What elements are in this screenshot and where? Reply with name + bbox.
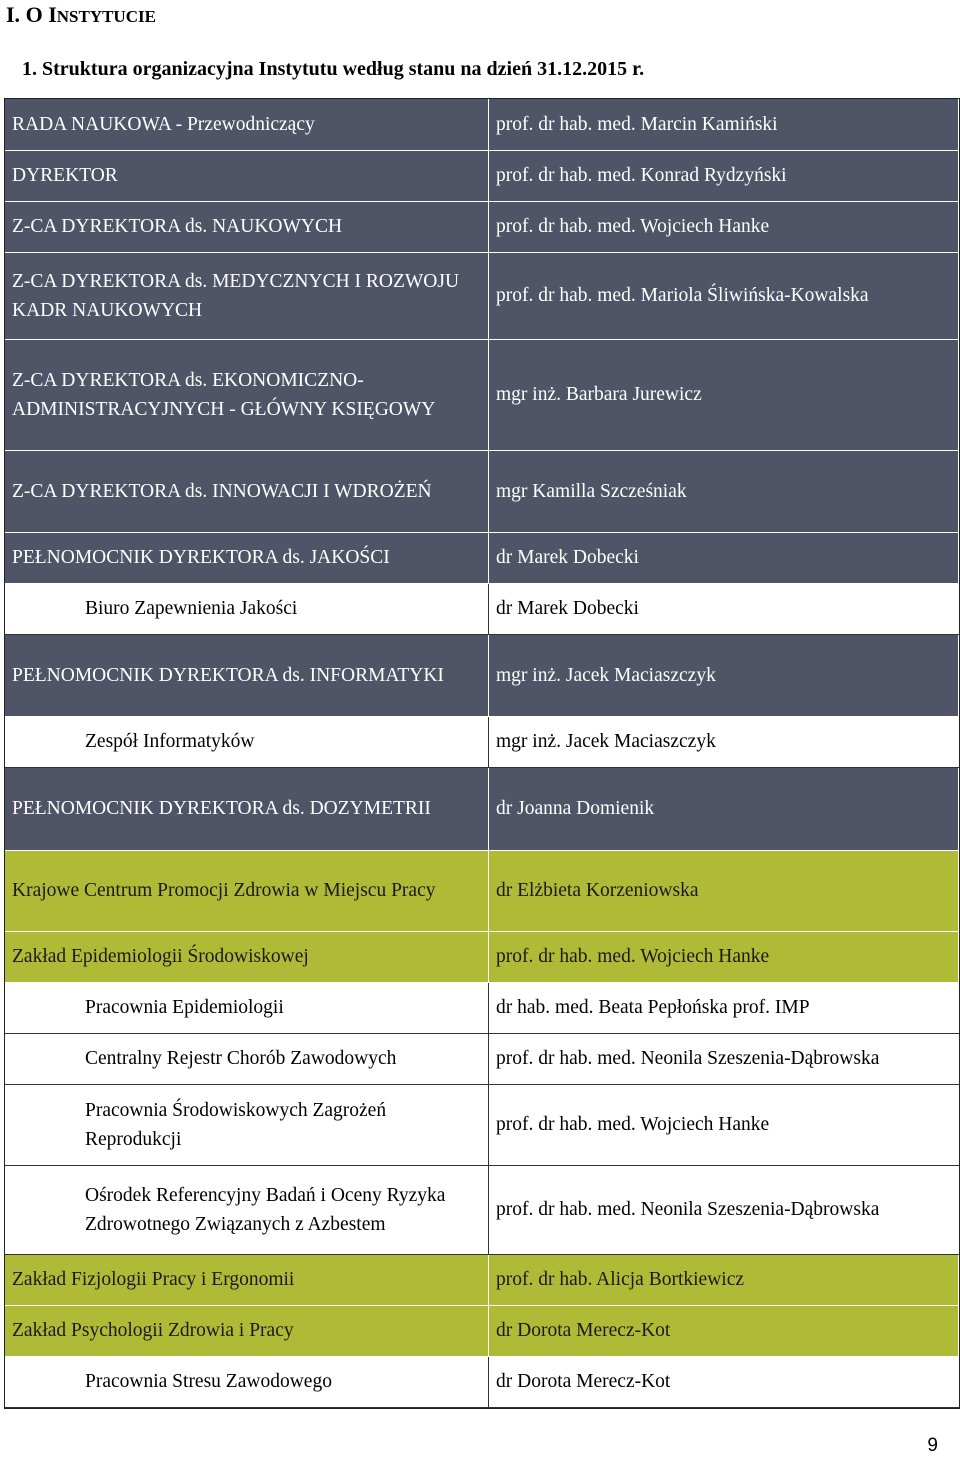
head-name-cell: mgr inż. Jacek Maciaszczyk	[489, 717, 959, 768]
table-row	[5, 1085, 959, 1166]
head-name-cell: mgr Kamilla Szcześniak	[489, 451, 959, 533]
table-row	[5, 717, 959, 768]
unit-name-cell: Z-CA DYREKTORA ds. INNOWACJI I WDROŻEŃ	[5, 451, 489, 533]
unit-name-cell: Pracownia Środowiskowych Zagrożeń Reprodukcji	[5, 1085, 489, 1166]
unit-name-cell: PEŁNOMOCNIK DYREKTORA ds. DOZYMETRII	[5, 768, 489, 851]
table-row	[5, 851, 959, 932]
table-row	[5, 1255, 959, 1306]
unit-name-cell: RADA NAUKOWA - Przewodniczący	[5, 99, 489, 151]
head-name-cell: dr Marek Dobecki	[489, 533, 959, 584]
head-name-cell: prof. dr hab. med. Wojciech Hanke	[489, 1085, 959, 1166]
table-row	[5, 202, 959, 253]
head-name-cell: prof. dr hab. med. Wojciech Hanke	[489, 202, 959, 253]
unit-name-cell: Zakład Fizjologii Pracy i Ergonomii	[5, 1255, 489, 1306]
unit-name-cell: Ośrodek Referencyjny Badań i Oceny Ryzyka Zdrowotnego Związanych z Azbestem	[5, 1166, 489, 1255]
unit-name-cell: Pracownia Epidemiologii	[5, 983, 489, 1034]
table-row	[5, 584, 959, 635]
table-row	[5, 451, 959, 533]
unit-name-cell: Biuro Zapewnienia Jakości	[5, 584, 489, 635]
head-name-cell: dr Dorota Merecz-Kot	[489, 1306, 959, 1357]
unit-name-cell: Zakład Epidemiologii Środowiskowej	[5, 932, 489, 983]
head-name-cell: prof. dr hab. med. Marcin Kamiński	[489, 99, 959, 151]
table-row	[5, 253, 959, 340]
subsection-heading: 1. Struktura organizacyjna Instytutu według stanu na dzień 31.12.2015 r.	[22, 58, 645, 80]
table-row	[5, 1034, 959, 1085]
head-name-cell: prof. dr hab. med. Neonila Szeszenia-Dąbrowska	[489, 1034, 959, 1085]
table-row	[5, 151, 959, 202]
org-structure-table	[4, 98, 960, 1409]
table-row	[5, 768, 959, 851]
head-name-cell: mgr inż. Barbara Jurewicz	[489, 340, 959, 451]
section-heading: I. O INSTYTUCIE	[6, 2, 156, 27]
unit-name-cell: PEŁNOMOCNIK DYREKTORA ds. INFORMATYKI	[5, 635, 489, 717]
table-row	[5, 635, 959, 717]
unit-name-cell: Pracownia Stresu Zawodowego	[5, 1357, 489, 1408]
table-row	[5, 99, 959, 151]
head-name-cell: dr Marek Dobecki	[489, 584, 959, 635]
table-row	[5, 1166, 959, 1255]
table-row	[5, 340, 959, 451]
head-name-cell: prof. dr hab. med. Konrad Rydzyński	[489, 151, 959, 202]
unit-name-cell: Z-CA DYREKTORA ds. MEDYCZNYCH I ROZWOJU KADR NAUKOWYCH	[5, 253, 489, 340]
head-name-cell: dr Dorota Merecz-Kot	[489, 1357, 959, 1408]
head-name-cell: dr Joanna Domienik	[489, 768, 959, 851]
page-number: 9	[927, 1435, 938, 1456]
unit-name-cell: Centralny Rejestr Chorób Zawodowych	[5, 1034, 489, 1085]
table-row	[5, 983, 959, 1034]
unit-name-cell: DYREKTOR	[5, 151, 489, 202]
head-name-cell: dr Elżbieta Korzeniowska	[489, 851, 959, 932]
head-name-cell: prof. dr hab. med. Mariola Śliwińska-Kowalska	[489, 253, 959, 340]
unit-name-cell: Zakład Psychologii Zdrowia i Pracy	[5, 1306, 489, 1357]
unit-name-cell: Krajowe Centrum Promocji Zdrowia w Miejscu Pracy	[5, 851, 489, 932]
head-name-cell: mgr inż. Jacek Maciaszczyk	[489, 635, 959, 717]
unit-name-cell: Zespół Informatyków	[5, 717, 489, 768]
table-row	[5, 1306, 959, 1357]
unit-name-cell: Z-CA DYREKTORA ds. NAUKOWYCH	[5, 202, 489, 253]
unit-name-cell: Z-CA DYREKTORA ds. EKONOMICZNO-ADMINISTRACYJNYCH - GŁÓWNY KSIĘGOWY	[5, 340, 489, 451]
unit-name-cell: PEŁNOMOCNIK DYREKTORA ds. JAKOŚCI	[5, 533, 489, 584]
table-row	[5, 1357, 959, 1408]
head-name-cell: prof. dr hab. med. Wojciech Hanke	[489, 932, 959, 983]
head-name-cell: dr hab. med. Beata Pepłońska prof. IMP	[489, 983, 959, 1034]
head-name-cell: prof. dr hab. med. Neonila Szeszenia-Dąbrowska	[489, 1166, 959, 1255]
table-row	[5, 932, 959, 983]
table-row	[5, 533, 959, 584]
head-name-cell: prof. dr hab. Alicja Bortkiewicz	[489, 1255, 959, 1306]
